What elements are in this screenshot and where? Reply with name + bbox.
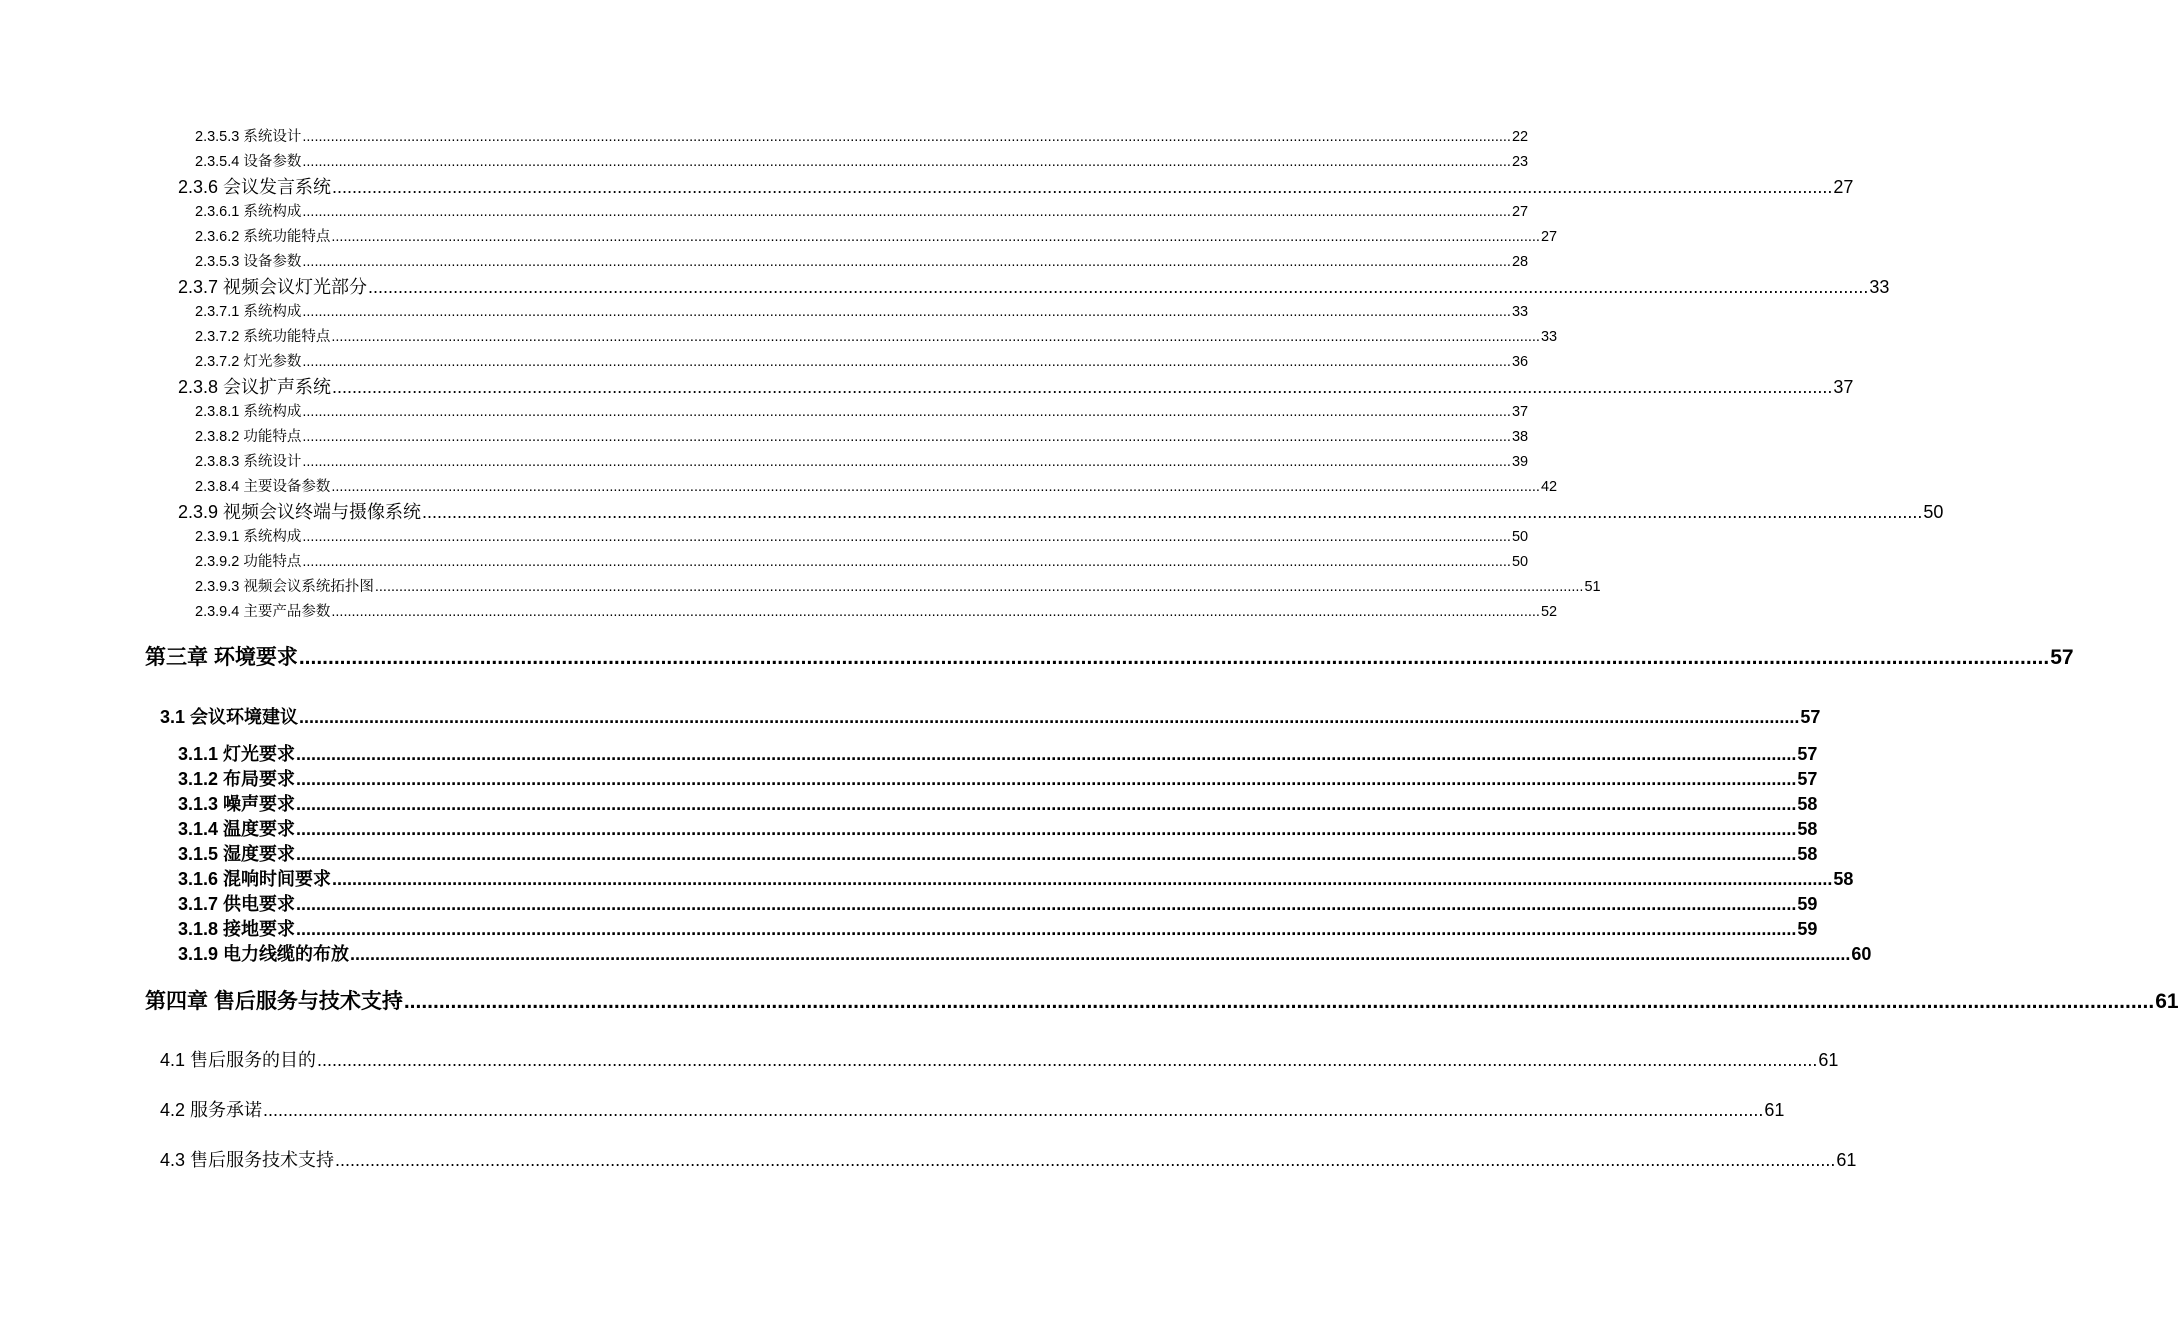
toc-leader-dots: ............................................................................................................................................................................................................................................................................................................ xyxy=(331,604,1540,621)
toc-entry-page: 27 xyxy=(1833,177,1854,198)
toc-entry[interactable] xyxy=(0,1050,1839,1071)
toc-entry[interactable] xyxy=(0,707,1821,728)
toc-leader-dots: ............................................................................................................................................................................................................................................................................................................ xyxy=(302,354,1511,371)
toc-entry-title: 2.3.8.3 系统设计 xyxy=(195,454,302,471)
toc-entry-title: 3.1.1 灯光要求 xyxy=(178,744,296,765)
toc-entry-page: 61 xyxy=(2155,989,2179,1013)
toc-entry-page: 28 xyxy=(1511,254,1529,271)
toc-leader-dots: ............................................................................................................................................................................................................................................................................................................ xyxy=(302,154,1511,171)
toc-leader-dots: ............................................................................................................................................................................................................................................................................................................ xyxy=(332,377,1833,398)
toc-entry-title: 2.3.8.1 系统构成 xyxy=(195,404,302,421)
toc-entry[interactable] xyxy=(0,744,1818,765)
toc-entry-title: 2.3.9.3 视频会议系统拓扑图 xyxy=(195,579,374,596)
toc-entry-title: 4.3 售后服务技术支持 xyxy=(160,1150,335,1171)
toc-entry-page: 37 xyxy=(1833,377,1854,398)
toc-entry-title: 2.3.8.4 主要设备参数 xyxy=(195,479,331,496)
toc-leader-dots: ............................................................................................................................................................................................................................................................................................................ xyxy=(302,554,1511,571)
toc-entry[interactable] xyxy=(0,869,1854,890)
toc-entry-title: 2.3.7.2 灯光参数 xyxy=(195,354,302,371)
toc-entry-page: 23 xyxy=(1511,154,1529,171)
toc-entry-page: 33 xyxy=(1540,329,1558,346)
toc-entry-page: 58 xyxy=(1797,794,1818,815)
toc-entry[interactable] xyxy=(0,1150,1857,1171)
toc-leader-dots: ............................................................................................................................................................................................................................................................................................................ xyxy=(317,1050,1818,1071)
toc-leader-dots: ............................................................................................................................................................................................................................................................................................................ xyxy=(332,869,1833,890)
toc-entry-page: 27 xyxy=(1511,204,1529,221)
toc-leader-dots: ............................................................................................................................................................................................................................................................................................................ xyxy=(332,177,1833,198)
toc-entry-title: 3.1.7 供电要求 xyxy=(178,894,296,915)
toc-entry[interactable] xyxy=(0,579,1601,596)
toc-entry-page: 33 xyxy=(1869,277,1890,298)
toc-leader-dots: ............................................................................................................................................................................................................................................................................................................ xyxy=(302,254,1511,271)
toc-entry-title: 2.3.8 会议扩声系统 xyxy=(178,377,332,398)
toc-leader-dots: ............................................................................................................................................................................................................................................................................................................ xyxy=(299,707,1800,728)
toc-leader-dots: ............................................................................................................................................................................................................................................................................................................ xyxy=(296,844,1797,865)
toc-leader-dots: ............................................................................................................................................................................................................................................................................................................ xyxy=(296,769,1797,790)
toc-entry-title: 2.3.9.2 功能特点 xyxy=(195,554,302,571)
toc-leader-dots: ............................................................................................................................................................................................................................................................................................................ xyxy=(335,1150,1836,1171)
toc-leader-dots: ............................................................................................................................................................................................................................................................................................................ xyxy=(368,277,1869,298)
toc-entry[interactable] xyxy=(0,454,1529,471)
toc-leader-dots: ............................................................................................................................................................................................................................................................................................................ xyxy=(296,919,1797,940)
toc-entry-page: 51 xyxy=(1584,579,1601,596)
toc-entry[interactable] xyxy=(0,377,1854,398)
toc-leader-dots: ............................................................................................................................................................................................................................................................................................................ xyxy=(302,304,1511,321)
toc-entry[interactable] xyxy=(0,502,1944,523)
toc-leader-dots: ............................................................................................................................................................................................................................................................................................................ xyxy=(296,744,1797,765)
toc-entry-title: 2.3.6.2 系统功能特点 xyxy=(195,229,331,246)
toc-leader-dots: ............................................................................................................................................................................................................................................................................................................ xyxy=(302,529,1511,546)
toc-entry[interactable] xyxy=(0,529,1529,546)
toc-entry-title: 3.1.6 混响时间要求 xyxy=(178,869,332,890)
toc-entry-title: 3.1 会议环境建议 xyxy=(160,707,299,728)
toc-leader-dots: ............................................................................................................................................................................................................................................................................................................ xyxy=(331,329,1540,346)
toc-entry-page: 57 xyxy=(1797,769,1818,790)
toc-entry-title: 4.2 服务承诺 xyxy=(160,1100,263,1121)
toc-leader-dots: ............................................................................................................................................................................................................................................................................................................ xyxy=(422,502,1923,523)
toc-entry-page: 36 xyxy=(1511,354,1529,371)
toc-entry[interactable] xyxy=(0,604,1558,621)
toc-entry[interactable] xyxy=(0,177,1854,198)
toc-leader-dots: ............................................................................................................................................................................................................................................................................................................ xyxy=(374,579,1584,596)
toc-leader-dots: ............................................................................................................................................................................................................................................................................................................ xyxy=(298,645,2050,669)
toc-entry[interactable] xyxy=(0,229,1558,246)
toc-entry-title: 2.3.8.2 功能特点 xyxy=(195,429,302,446)
toc-entry[interactable] xyxy=(0,277,1890,298)
toc-entry-title: 2.3.9 视频会议终端与摄像系统 xyxy=(178,502,422,523)
toc-entry-page: 22 xyxy=(1511,129,1529,146)
toc-entry-page: 61 xyxy=(1764,1100,1785,1121)
toc-entry[interactable] xyxy=(0,819,1818,840)
toc-leader-dots: ............................................................................................................................................................................................................................................................................................................ xyxy=(296,819,1797,840)
toc-entry-page: 61 xyxy=(1836,1150,1857,1171)
toc-entry[interactable] xyxy=(0,254,1529,271)
toc-entry[interactable] xyxy=(0,204,1529,221)
toc-chapter-entry[interactable] xyxy=(0,645,2074,670)
toc-entry[interactable] xyxy=(0,894,1818,915)
toc-leader-dots: ............................................................................................................................................................................................................................................................................................................ xyxy=(263,1100,1764,1121)
toc-entry-page: 58 xyxy=(1797,819,1818,840)
toc-entry-page: 58 xyxy=(1797,844,1818,865)
toc-entry[interactable] xyxy=(0,154,1529,171)
toc-entry[interactable] xyxy=(0,429,1529,446)
toc-entry-page: 27 xyxy=(1540,229,1558,246)
toc-entry[interactable] xyxy=(0,1100,1785,1121)
toc-entry-page: 59 xyxy=(1797,919,1818,940)
toc-entry-page: 60 xyxy=(1851,944,1872,965)
toc-entry-title: 2.3.7.2 系统功能特点 xyxy=(195,329,331,346)
toc-entry-title: 3.1.5 湿度要求 xyxy=(178,844,296,865)
toc-entry-page: 59 xyxy=(1797,894,1818,915)
toc-entry-title: 2.3.7.1 系统构成 xyxy=(195,304,302,321)
toc-entry-page: 42 xyxy=(1540,479,1558,496)
toc-leader-dots: ............................................................................................................................................................................................................................................................................................................ xyxy=(350,944,1851,965)
toc-entry-title: 3.1.9 电力线缆的布放 xyxy=(178,944,350,965)
toc-entry-title: 3.1.3 噪声要求 xyxy=(178,794,296,815)
toc-entry-title: 2.3.9.1 系统构成 xyxy=(195,529,302,546)
toc-entry-title: 3.1.2 布局要求 xyxy=(178,769,296,790)
toc-entry[interactable] xyxy=(0,794,1818,815)
toc-leader-dots: ............................................................................................................................................................................................................................................................................................................ xyxy=(296,894,1797,915)
toc-entry-page: 33 xyxy=(1511,304,1529,321)
toc-entry-title: 2.3.6 会议发言系统 xyxy=(178,177,332,198)
toc-entry-page: 50 xyxy=(1511,554,1529,571)
toc-entry-title: 第三章 环境要求 xyxy=(145,645,298,669)
toc-entry[interactable] xyxy=(0,554,1529,571)
toc-entry-title: 3.1.8 接地要求 xyxy=(178,919,296,940)
toc-entry-page: 57 xyxy=(2050,645,2074,669)
toc-entry-page: 57 xyxy=(1800,707,1821,728)
toc-entry[interactable] xyxy=(0,129,1529,146)
toc-leader-dots: ............................................................................................................................................................................................................................................................................................................ xyxy=(296,794,1797,815)
toc-leader-dots: ............................................................................................................................................................................................................................................................................................................ xyxy=(331,229,1540,246)
toc-entry-title: 2.3.5.3 系统设计 xyxy=(195,129,302,146)
toc-entry[interactable] xyxy=(0,304,1529,321)
toc-entry[interactable] xyxy=(0,919,1818,940)
toc-entry-page: 39 xyxy=(1511,454,1529,471)
toc-entry[interactable] xyxy=(0,944,1872,965)
toc-entry-page: 58 xyxy=(1833,869,1854,890)
toc-entry-page: 37 xyxy=(1511,404,1529,421)
toc-leader-dots: ............................................................................................................................................................................................................................................................................................................ xyxy=(302,204,1511,221)
toc-entry[interactable] xyxy=(0,844,1818,865)
toc-leader-dots: ............................................................................................................................................................................................................................................................................................................ xyxy=(403,989,2155,1013)
toc-entry-title: 4.1 售后服务的目的 xyxy=(160,1050,317,1071)
toc-entry-title: 2.3.7 视频会议灯光部分 xyxy=(178,277,368,298)
toc-entry-title: 2.3.9.4 主要产品参数 xyxy=(195,604,331,621)
toc-leader-dots: ............................................................................................................................................................................................................................................................................................................ xyxy=(331,479,1540,496)
toc-entry-title: 2.3.6.1 系统构成 xyxy=(195,204,302,221)
toc-entry-page: 52 xyxy=(1540,604,1558,621)
toc-entry[interactable] xyxy=(0,354,1529,371)
toc-entry-page: 50 xyxy=(1923,502,1944,523)
toc-entry-title: 3.1.4 温度要求 xyxy=(178,819,296,840)
toc-entry-title: 2.3.5.4 设备参数 xyxy=(195,154,302,171)
toc-entry-page: 38 xyxy=(1511,429,1529,446)
toc-entry[interactable] xyxy=(0,404,1529,421)
toc-entry-page: 50 xyxy=(1511,529,1529,546)
toc-entry-title: 2.3.5.3 设备参数 xyxy=(195,254,302,271)
toc-chapter-entry[interactable] xyxy=(0,989,2179,1014)
toc-leader-dots: ............................................................................................................................................................................................................................................................................................................ xyxy=(302,429,1511,446)
toc-entry[interactable] xyxy=(0,769,1818,790)
toc-entry[interactable] xyxy=(0,479,1558,496)
toc-entry-page: 61 xyxy=(1818,1050,1839,1071)
toc-leader-dots: ............................................................................................................................................................................................................................................................................................................ xyxy=(302,129,1511,146)
toc-entry-title: 第四章 售后服务与技术支持 xyxy=(145,989,403,1013)
toc-entry-page: 57 xyxy=(1797,744,1818,765)
toc-leader-dots: ............................................................................................................................................................................................................................................................................................................ xyxy=(302,404,1511,421)
toc-entry[interactable] xyxy=(0,329,1558,346)
toc-leader-dots: ............................................................................................................................................................................................................................................................................................................ xyxy=(302,454,1511,471)
